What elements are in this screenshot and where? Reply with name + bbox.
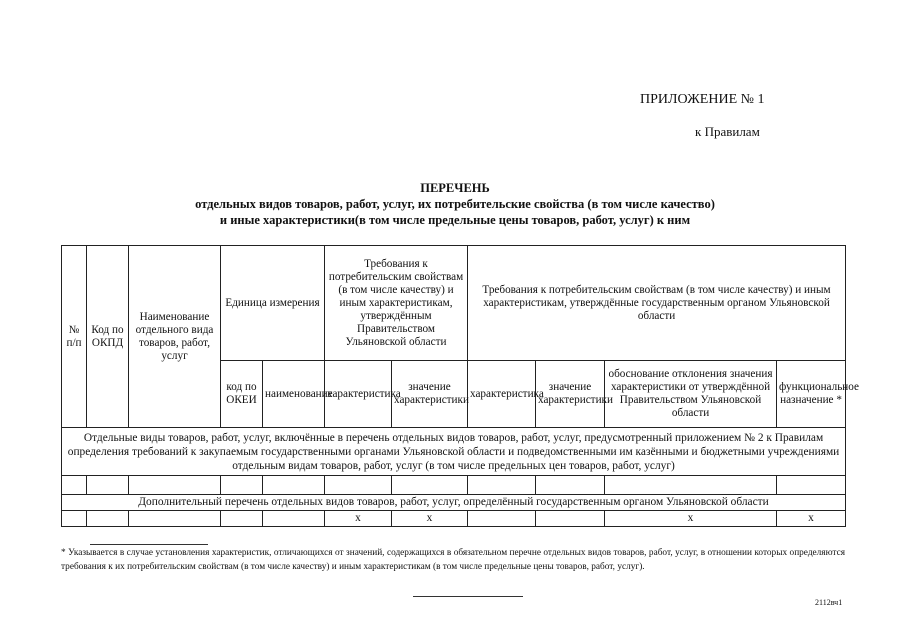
header-item-name: Наименование отдельного вида товаров, работ, услуг <box>129 246 221 428</box>
table-header-row-1 <box>62 246 846 361</box>
header-gov-requirements: Требования к потребительским свойствам (в том числе качеству) и иным характеристикам, утверждённым Правительством Ульяновской области <box>325 246 468 361</box>
header-okpd: Код по ОКПД <box>87 246 129 428</box>
table-row <box>62 511 846 527</box>
header-gov-value: значение характеристики <box>392 361 468 428</box>
requirements-table <box>61 245 859 527</box>
table-cell <box>392 476 468 495</box>
table-cell <box>221 476 263 495</box>
table-cell <box>263 511 325 527</box>
table-section-row <box>62 495 846 511</box>
table-cell <box>468 476 536 495</box>
header-functional-purpose: функциональное назначение * <box>777 361 846 428</box>
footnote-separator <box>90 544 208 545</box>
x-mark-purpose: х <box>777 511 846 527</box>
table-cell <box>129 476 221 495</box>
document-title <box>90 180 820 228</box>
header-deviation-justification: обоснование отклонения значения характеристики от утверждённой Правительством Ульяновской области <box>605 361 777 428</box>
table-cell <box>263 476 325 495</box>
table-section-row <box>62 428 846 476</box>
title-line-1: ПЕРЕЧЕНЬ <box>420 181 490 195</box>
appendix-to-rules: к Правилам <box>695 124 760 139</box>
title-line-2: отдельных видов товаров, работ, услуг, их потребительские свойства (в том числе качество) <box>195 197 715 211</box>
table-cell <box>605 476 777 495</box>
table-cell <box>62 511 87 527</box>
table-cell <box>62 476 87 495</box>
end-line <box>413 596 523 597</box>
footnote: * Указывается в случае установления характеристик, отличающихся от значений, содержащихся в обязательном перечне отдельных видов товаров, работ, услуг, в отношении которых определяются требования к их потребительским свойствам (в том числе качеству) и иным характеристикам (в том числе предельные цены товаров, работ, услуг). <box>61 548 845 572</box>
section-mandatory-list: Отдельные виды товаров, работ, услуг, включённые в перечень отдельных видов товаров, работ, услуг, предусмотренный приложением № 2 к Правилам определения требований к закупаемым государственными органами Ульяновской области и подведомственными им казёнными и бюджетными учреждениями отдельным видам товаров, работ, услуг (в том числе предельных цен товаров, работ, услуг) <box>62 428 846 476</box>
table-row <box>62 476 846 495</box>
table-cell <box>536 476 605 495</box>
x-mark-justification: х <box>605 511 777 527</box>
header-number: № п/п <box>62 246 87 428</box>
header-gov-characteristic: характеристика <box>325 361 392 428</box>
document-id: 2112вч1 <box>815 598 843 607</box>
table-cell <box>468 511 536 527</box>
table-cell <box>221 511 263 527</box>
table-cell <box>87 511 129 527</box>
x-mark-gov-characteristic: х <box>325 511 392 527</box>
table-cell <box>129 511 221 527</box>
header-org-value: значение характеристики <box>536 361 605 428</box>
section-additional-list: Дополнительный перечень отдельных видов товаров, работ, услуг, определённый государственным органом Ульяновской области <box>62 495 846 511</box>
table-cell <box>536 511 605 527</box>
appendix-number: ПРИЛОЖЕНИЕ № 1 <box>640 92 765 107</box>
header-unit: Единица измерения <box>221 246 325 361</box>
title-line-3: и иные характеристики(в том числе предельные цены товаров, работ, услуг) к ним <box>219 213 691 227</box>
table-cell <box>325 476 392 495</box>
table-cell <box>777 476 846 495</box>
header-unit-name: наименование <box>263 361 325 428</box>
header-okei-code: код по ОКЕИ <box>221 361 263 428</box>
table-cell <box>87 476 129 495</box>
header-org-characteristic: характеристика <box>468 361 536 428</box>
x-mark-gov-value: х <box>392 511 468 527</box>
header-org-requirements: Требования к потребительским свойствам (в том числе качеству) и иным характеристикам, утверждённые государственным органом Ульяновской области <box>468 246 846 361</box>
